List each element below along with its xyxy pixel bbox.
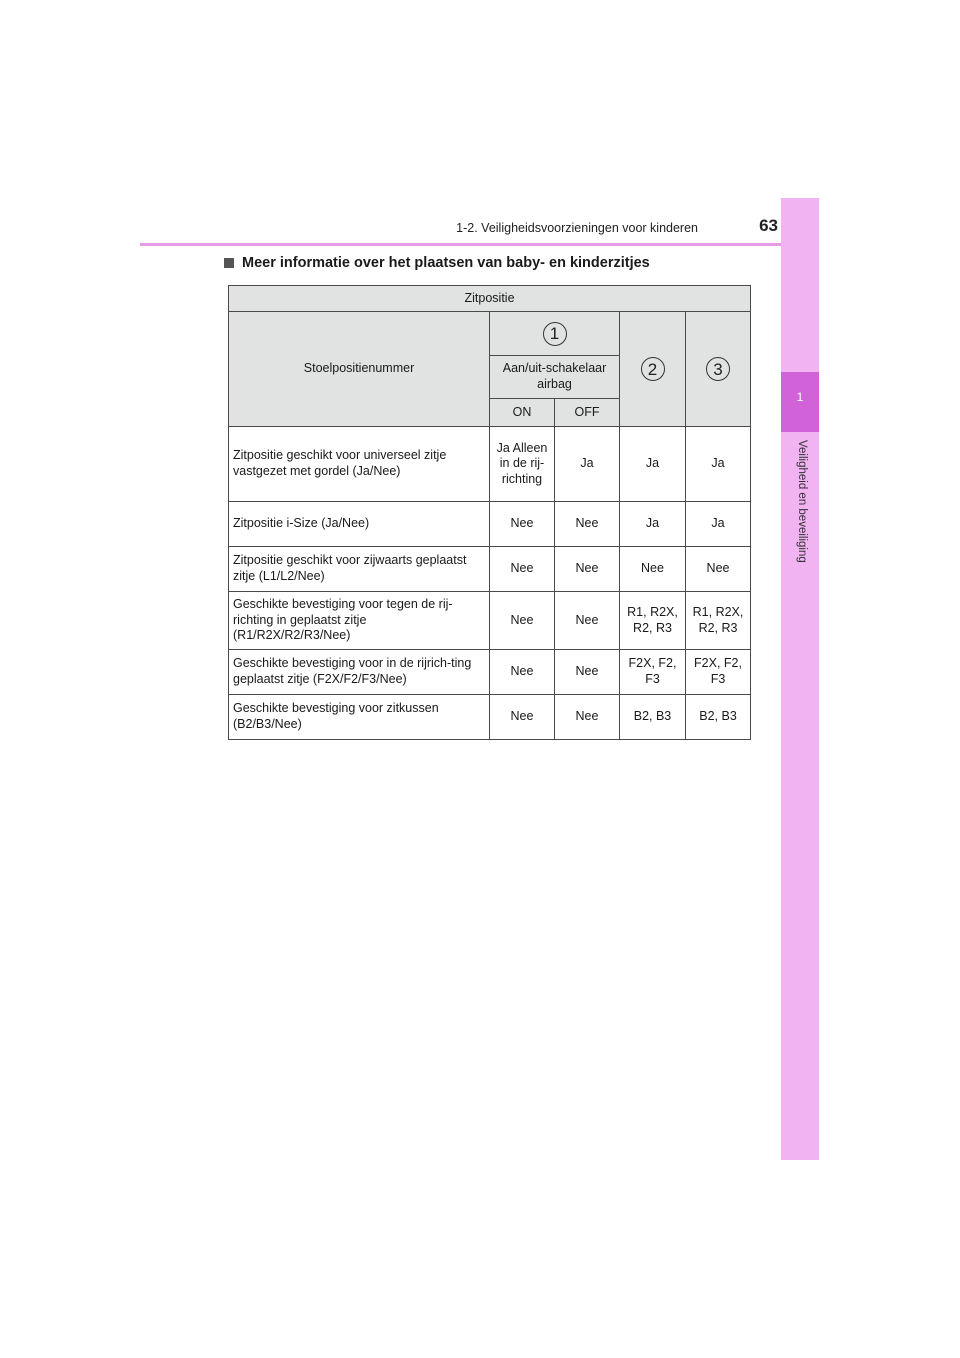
cell-off: Nee xyxy=(555,502,620,547)
row-label: Geschikte bevestiging voor tegen de rij-richting in geplaatst zitje (R1/R2X/R2/R3/Nee) xyxy=(229,592,490,650)
seat-number-1: 1 xyxy=(543,322,567,346)
row-label: Geschikte bevestiging voor zitkussen (B2/B3/Nee) xyxy=(229,695,490,740)
airbag-on-header: ON xyxy=(490,399,555,427)
chapter-title: Veiligheid en beveiliging xyxy=(796,440,808,563)
seat-1-header xyxy=(490,312,620,356)
cell-off: Ja xyxy=(555,427,620,502)
table-row xyxy=(229,547,751,592)
row-label: Zitpositie geschikt voor universeel zitje vastgezet met gordel (Ja/Nee) xyxy=(229,427,490,502)
cell-off: Nee xyxy=(555,547,620,592)
cell-seat-2: Ja xyxy=(620,427,686,502)
cell-seat-3: R1, R2X, R2, R3 xyxy=(686,592,751,650)
section-heading-text: Meer informatie over het plaatsen van baby- en kinderzitjes xyxy=(242,255,650,271)
row-label: Zitpositie i-Size (Ja/Nee) xyxy=(229,502,490,547)
chapter-number: 1 xyxy=(796,390,804,404)
seat-2-header xyxy=(620,312,686,427)
cell-seat-3: F2X, F2, F3 xyxy=(686,650,751,695)
seat-3-header xyxy=(686,312,751,427)
cell-on: Nee xyxy=(490,592,555,650)
table-row xyxy=(229,695,751,740)
table-row xyxy=(229,592,751,650)
cell-seat-2: F2X, F2, F3 xyxy=(620,650,686,695)
cell-on: Ja Alleen in de rij-richting xyxy=(490,427,555,502)
cell-seat-3: B2, B3 xyxy=(686,695,751,740)
seat-number-3: 3 xyxy=(706,357,730,381)
cell-seat-3: Nee xyxy=(686,547,751,592)
zitpositie-header: Zitpositie xyxy=(229,286,751,312)
section-heading xyxy=(224,255,650,271)
row-label: Geschikte bevestiging voor in de rijrich-ting geplaatst zitje (F2X/F2/F3/Nee) xyxy=(229,650,490,695)
chapter-side-tab xyxy=(781,198,819,1160)
row-label: Zitpositie geschikt voor zijwaarts geplaatst zitje (L1/L2/Nee) xyxy=(229,547,490,592)
table-row xyxy=(229,650,751,695)
table-row xyxy=(229,427,751,502)
square-bullet-icon xyxy=(224,258,234,268)
airbag-switch-header: Aan/uit-schakelaar airbag xyxy=(490,356,620,399)
cell-on: Nee xyxy=(490,650,555,695)
seat-position-table xyxy=(228,285,751,740)
cell-seat-3: Ja xyxy=(686,502,751,547)
cell-off: Nee xyxy=(555,695,620,740)
page-number: 63 xyxy=(759,216,778,235)
cell-off: Nee xyxy=(555,592,620,650)
seat-number-header: Stoelpositienummer xyxy=(229,312,490,427)
cell-seat-2: Ja xyxy=(620,502,686,547)
running-header-section-title: 1-2. Veiligheidsvoorzieningen voor kinderen xyxy=(456,221,698,235)
cell-off: Nee xyxy=(555,650,620,695)
header-rule xyxy=(140,243,819,246)
cell-seat-3: Ja xyxy=(686,427,751,502)
cell-on: Nee xyxy=(490,547,555,592)
cell-seat-2: Nee xyxy=(620,547,686,592)
cell-on: Nee xyxy=(490,695,555,740)
cell-seat-2: R1, R2X, R2, R3 xyxy=(620,592,686,650)
table-row xyxy=(229,502,751,547)
seat-number-2: 2 xyxy=(641,357,665,381)
airbag-off-header: OFF xyxy=(555,399,620,427)
cell-seat-2: B2, B3 xyxy=(620,695,686,740)
cell-on: Nee xyxy=(490,502,555,547)
